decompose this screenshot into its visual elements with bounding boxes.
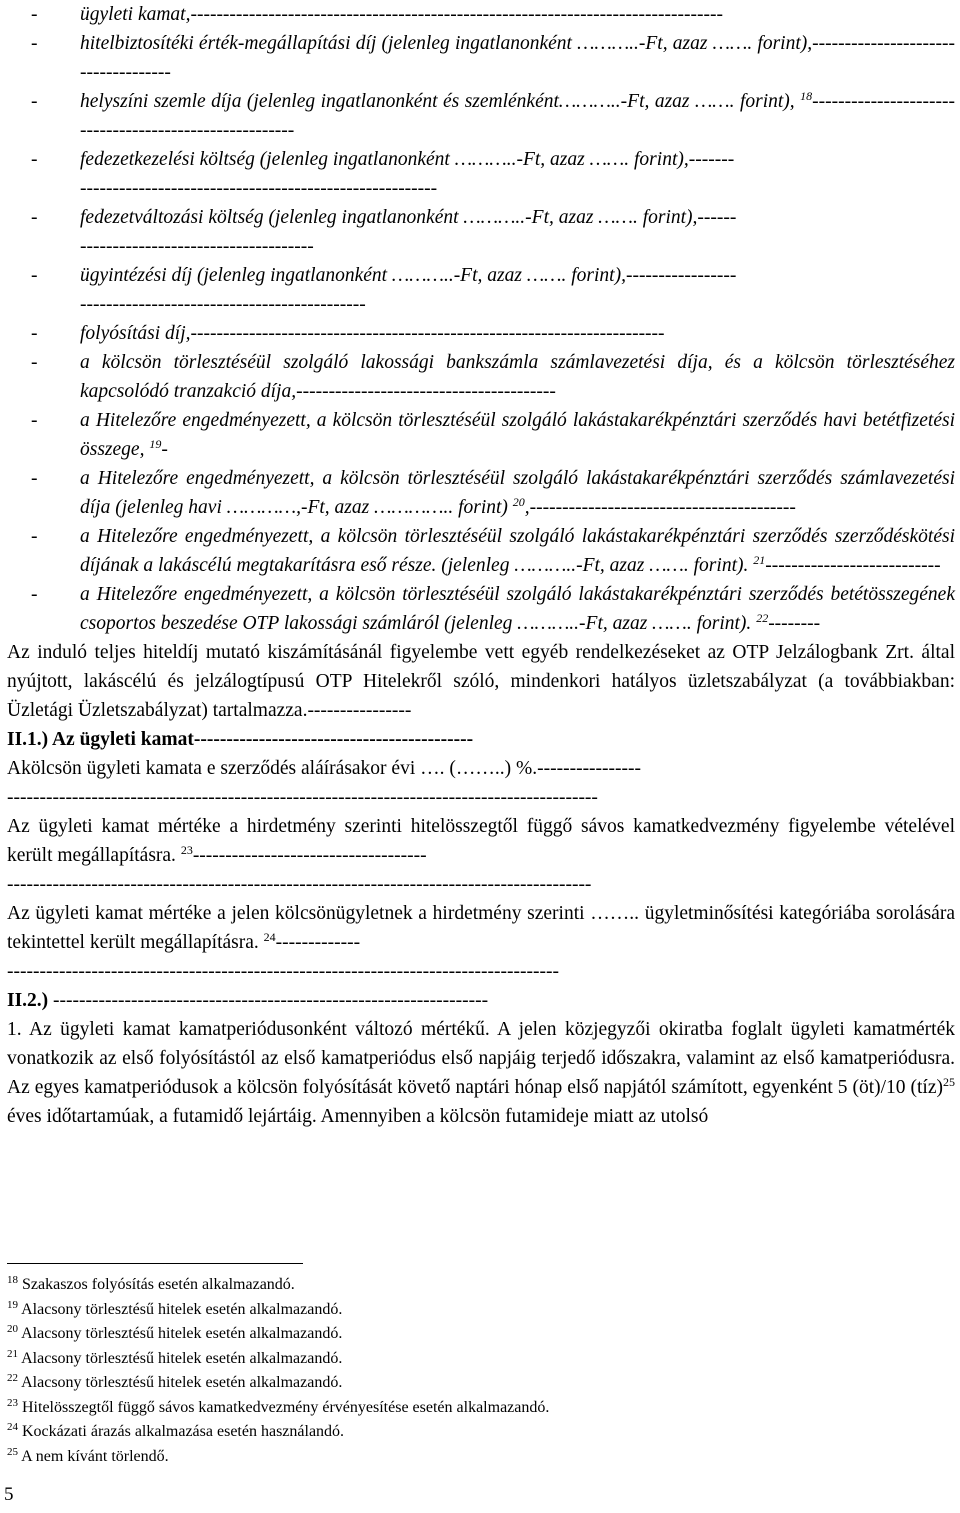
list-item: - hitelbiztosítéki érték-megállapítási díj (jelenleg ingatlanonként ………..-Ft, azaz ……. forint),------------------------------------ — [31, 33, 955, 83]
interest-rate-line: Akölcsön ügyleti kamata e szerződés aláírásakor évi …. (……..) %.---------------- ------------------------------------------------------------------------------------------- — [7, 758, 642, 808]
footnote-ref: 24 — [263, 930, 276, 944]
list-item: - a Hitelezőre engedményezett, a kölcsön törlesztéséül szolgáló lakástakarékpénztári szerződés havi betétfizetési összege, $^{19}$- — [31, 410, 955, 460]
footnote: $^{25}$ A nem kívánt törlendő. — [7, 1445, 169, 1465]
list-item: - fedezetváltozási költség (jelenleg ingatlanonként ………..-Ft, azaz ……. forint),------ ------------------------------------ — [31, 207, 737, 257]
list-item: - a Hitelezőre engedményezett, a kölcsön törlesztéséül szolgáló lakástakarékpénztári szerződés számlavezetési díja (jelenleg havi …………,-Ft, azaz ………….. forint) $^{20}$,----------------------------------------- — [31, 468, 955, 518]
footnote: $^{21}$ Alacsony törlesztésű hitelek esetén alkalmazandó. — [7, 1347, 343, 1367]
interest-paragraph-3: Az ügyleti kamat mértéke a jelen kölcsönügyletnek a hirdetmény szerinti …….. ügyletminősítési kategóriába sorolására tekintettel került megállapításra. $^{24}$------------- ------------------------------------------------------------------------------------- — [7, 903, 955, 982]
list-item: - folyósítási díj,------------------------------------------------------------------------- — [31, 323, 665, 344]
document-page — [7, 0, 955, 1131]
intro-paragraph: Az induló teljes hiteldíj mutató kiszámításánál figyelembe vett egyéb rendelkezéseket az OTP Jelzálogbank Zrt. által nyújtott, lakáscélú és jelzálogtípusú OTP Hitelekről szóló, mindenkori hatályos üzletszabályzat (a továbbiakban: Üzletági Üzletszabályzat) tartalmazza.---------------- — [7, 642, 955, 721]
list-item: - ügyintézési díj (jelenleg ingatlanonként ………..-Ft, azaz ……. forint),----------------- -------------------------------------------- — [31, 265, 737, 315]
list-item: - ügyleti kamat,---------------------------------------------------------------------------------- — [31, 4, 723, 25]
footnote-ref: 21 — [753, 553, 766, 567]
footnote: $^{20}$ Alacsony törlesztésű hitelek esetén alkalmazandó. — [7, 1323, 343, 1342]
fee-list — [7, 0, 955, 638]
section-heading: II.2.) ------------------------------------------------------------------- — [7, 990, 489, 1011]
section-interest-period — [7, 986, 955, 1131]
list-item: - fedezetkezelési költség (jelenleg ingatlanonként ………..-Ft, azaz ……. forint),------- ------------------------------------------------------- — [31, 149, 735, 199]
list-item: - a Hitelezőre engedményezett, a kölcsön törlesztéséül szolgáló lakástakarékpénztári szerződés szerződéskötési díjának a lakáscélú megtakarításra eső része. (jelenleg ………..-Ft, azaz ……. forint). $^{21}$--------------------------- — [31, 526, 955, 576]
footnote-ref: 19 — [149, 437, 162, 451]
footnote: $^{19}$ Alacsony törlesztésű hitelek esetén alkalmazandó. — [7, 1298, 343, 1318]
footnotes — [7, 1263, 907, 1469]
footnote-ref: 22 — [756, 611, 769, 625]
footnote: $^{24}$ Kockázati árazás alkalmazása esetén használandó. — [7, 1421, 345, 1440]
interest-paragraph-2: Az ügyleti kamat mértéke a hirdetmény szerinti hitelösszegtől függő sávos kamatkedvezmény figyelembe vételével került megállapításra. $^{23}$------------------------------------ ------------------------------------------------------------------------------------------ — [7, 816, 955, 895]
footnote: $^{22}$ Alacsony törlesztésű hitelek esetén alkalmazandó. — [7, 1372, 343, 1391]
section-heading: II.1.) Az ügyleti kamat------------------------------------------- — [7, 729, 474, 750]
list-item: - helyszíni szemle díja (jelenleg ingatlanonként és szemlénként………..-Ft, azaz ……. forint), $^{18}$------------------------------------------------------- — [31, 89, 955, 141]
list-item: - a Hitelezőre engedményezett, a kölcsön törlesztéséül szolgáló lakástakarékpénztári szerződés betétösszegének csoportos beszedése OTP lakossági számláról (jelenleg ………..-Ft, azaz ……. forint). $^{22}$-------- — [31, 584, 955, 634]
footnote-separator — [7, 1263, 303, 1264]
page-number: 5 — [4, 1484, 14, 1505]
footnote-ref: 18 — [800, 89, 813, 103]
footnote-ref: 23 — [180, 843, 193, 857]
interest-period-paragraph: 1. Az ügyleti kamat kamatperiódusonként változó mértékű. A jelen közjegyzői okiratba foglalt ügyleti kamatmérték vonatkozik az első folyósítástól az első kamatperiódus első napjáig terjedő időszakra, valamint az első kamatperiódusra. Az egyes kamatperiódusok a kölcsön folyósítását követő naptári hónap első napjától számított, egyenként 5 (öt)/10 (tíz)$^{25}$ éves időtartamúak, a futamidő lejártáig. Amennyiben a kölcsön futamideje miatt az utolsó — [7, 1019, 955, 1127]
footnote-ref: 20 — [512, 495, 525, 509]
footnote: $^{18}$ Szakaszos folyósítás esetén alkalmazandó. — [7, 1274, 295, 1293]
footnote-ref: 25 — [943, 1075, 955, 1089]
list-item: - a kölcsön törlesztéséül szolgáló lakossági bankszámla számlavezetési díja, és a kölcsön törlesztéséhez kapcsolódó tranzakció díja,---------------------------------------- — [31, 352, 955, 402]
section-interest — [7, 725, 955, 986]
footnote: $^{23}$ Hitelösszegtől függő sávos kamatkedvezmény érvényesítése esetén alkalmazandó. — [7, 1396, 550, 1416]
